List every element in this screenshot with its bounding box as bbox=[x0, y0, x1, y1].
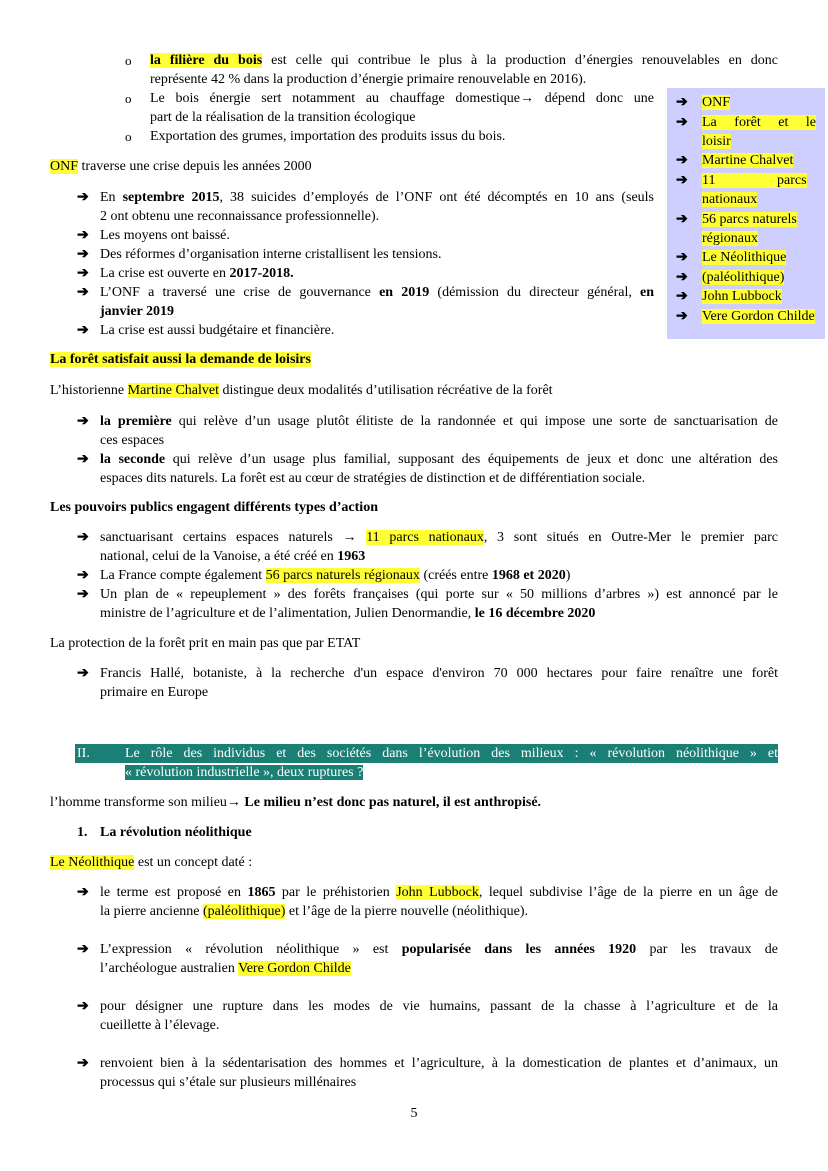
sidebar-item bbox=[676, 93, 816, 112]
subsection-title: La révolution néolithique bbox=[100, 825, 252, 840]
sidebar-item bbox=[676, 307, 816, 326]
arrow-icon: ➔ bbox=[676, 95, 688, 110]
list-item: Francis Hallé, botaniste, à la recherche d'un espace d'environ 70 000 hectares pour faire renaître une forêt primaire en Europe bbox=[100, 666, 778, 700]
arrow-icon: ➔ bbox=[77, 247, 89, 262]
arrow-icon: ➔ bbox=[77, 999, 89, 1014]
page-number: 5 bbox=[410, 1106, 418, 1121]
list-item: la première qui relève d’un usage plutôt élitiste de la randonnée et qui impose une sorte de sanctuarisation de ces espaces bbox=[100, 414, 778, 448]
arrow-icon: ➔ bbox=[77, 190, 89, 205]
section-heading: Les pouvoirs publics engagent différents types d’action bbox=[50, 500, 378, 515]
section-title: Le rôle des individus et des sociétés dans l’évolution des milieux : « révolution néolithique » et bbox=[125, 746, 778, 761]
arrow-icon: ➔ bbox=[77, 885, 89, 900]
highlight: Le Néolithique bbox=[50, 855, 135, 870]
list-item: le terme est proposé en 1865 par le préhistorien John Lubbock, lequel subdivise l’âge de la pierre en un âge de la pierre ancienne (paléolithique) et l’âge de la pierre nouvelle (néolithique). bbox=[100, 885, 779, 919]
list-item: La crise est ouverte en 2017-2018. bbox=[100, 266, 294, 281]
arrow-icon: ➔ bbox=[77, 285, 89, 300]
sidebar-item bbox=[676, 113, 816, 151]
arrow-icon: ➔ bbox=[676, 309, 688, 324]
arrow-icon: ➔ bbox=[77, 452, 89, 467]
text: est celle qui contribue le plus à la production d’énergies renouvelables en donc bbox=[262, 53, 778, 68]
sidebar-item bbox=[676, 171, 816, 209]
list-item: Exportation des grumes, importation des produits issus du bois. bbox=[150, 129, 506, 144]
sidebar-item-label: (paléolithique) bbox=[702, 270, 785, 285]
paragraph: Le Néolithique est un concept daté : bbox=[50, 855, 253, 870]
section-title-line2: « révolution industrielle », deux ruptures ? bbox=[125, 765, 364, 780]
arrow-icon: ➔ bbox=[77, 568, 89, 583]
sidebar-item bbox=[676, 287, 816, 306]
text: représente 42 % dans la production d’énergie primaire renouvelable en 2016). bbox=[150, 72, 587, 87]
paragraph bbox=[50, 157, 312, 176]
highlight: 11 parcs nationaux bbox=[366, 530, 484, 545]
list-item: pour désigner une rupture dans les modes de vie humains, passant de la chasse à l’agriculture et de la cueillette à l’élevage. bbox=[100, 999, 778, 1033]
arrow-icon: → bbox=[226, 795, 241, 810]
highlight: la filière du bois bbox=[150, 53, 263, 68]
section-number: II. bbox=[77, 746, 90, 761]
list-item: sanctuarisant certains espaces naturels → 11 parcs nationaux, 3 sont situés en Outre-Mer le premier parc national, celui de la Vanoise, a été créé en 1963 bbox=[100, 530, 778, 564]
arrow-icon: ➔ bbox=[676, 115, 688, 130]
list-item: En septembre 2015, 38 suicides d’employés de l’ONF ont été décomptés en 10 ans (seuls 2 ont obtenu une reconnaissance professionnelle). bbox=[100, 190, 655, 224]
list-item bbox=[150, 89, 654, 127]
arrow-icon: ➔ bbox=[77, 587, 89, 602]
arrow-icon: ➔ bbox=[77, 942, 89, 957]
sidebar-item-label: Martine Chalvet bbox=[702, 153, 794, 168]
highlight: John Lubbock bbox=[396, 885, 479, 900]
sidebar-item-label: 56 parcs naturels régionaux bbox=[702, 212, 797, 246]
text: traverse une crise depuis les années 2000 bbox=[78, 159, 312, 174]
arrow-icon: ➔ bbox=[676, 289, 688, 304]
highlight: 56 parcs naturels régionaux bbox=[265, 568, 420, 583]
subsection-number: 1. bbox=[77, 825, 88, 840]
circle-bullet: o bbox=[125, 129, 132, 144]
highlight: ONF bbox=[50, 159, 79, 174]
sidebar-item-label: 11 parcs nationaux bbox=[702, 173, 807, 207]
arrow-icon: → bbox=[342, 530, 357, 545]
arrow-icon: ➔ bbox=[77, 414, 89, 429]
sidebar-item-label: John Lubbock bbox=[702, 289, 782, 304]
arrow-icon: ➔ bbox=[676, 153, 688, 168]
sidebar-item-label: Le Néolithique bbox=[702, 250, 787, 265]
arrow-icon: ➔ bbox=[676, 173, 688, 188]
sidebar-item bbox=[676, 248, 816, 267]
list-item: Un plan de « repeuplement » des forêts françaises (qui porte sur « 50 millions d’arbres ») est annoncé par le ministre de l’agriculture et de l’alimentation, Julien Denormandie, le 16 décembre 2020 bbox=[100, 587, 778, 621]
arrow-icon: ➔ bbox=[77, 323, 89, 338]
arrow-icon: ➔ bbox=[676, 250, 688, 265]
arrow-icon: ➔ bbox=[77, 1056, 89, 1071]
arrow-icon: ➔ bbox=[77, 530, 89, 545]
highlight: (paléolithique) bbox=[203, 904, 286, 919]
text: part de la réalisation de la transition écologique bbox=[150, 110, 416, 125]
text: dépend donc une bbox=[533, 91, 655, 106]
list-item: renvoient bien à la sédentarisation des hommes et l’agriculture, à la domestication de plantes et d’animaux, un processus qui s’étale sur plusieurs millénaires bbox=[100, 1056, 778, 1090]
highlight: Vere Gordon Childe bbox=[238, 961, 351, 976]
circle-bullet: o bbox=[125, 91, 132, 106]
section-heading: La forêt satisfait aussi la demande de loisirs bbox=[50, 352, 311, 367]
list-item: L’ONF a traversé une crise de gouvernance en 2019 (démission du directeur général, en janvier 2019 bbox=[100, 285, 655, 319]
text: Le bois énergie sert notamment au chauffage domestique bbox=[150, 91, 520, 106]
list-item: L’expression « révolution néolithique » est popularisée dans les années 1920 par les travaux de l’archéologue australien Vere Gordon Childe bbox=[100, 942, 779, 976]
sidebar-item-label: ONF bbox=[702, 95, 731, 110]
list-item: la seconde qui relève d’un usage plus familial, supposant des équipements de jeux et donc une altération des espaces dits naturels. La forêt est au cœur de stratégies de distinction et de différentiation sociale. bbox=[100, 452, 778, 486]
arrow-icon: ➔ bbox=[77, 228, 89, 243]
list-item: Des réformes d’organisation interne cristallisent les tensions. bbox=[100, 247, 442, 262]
arrow-icon: ➔ bbox=[77, 666, 89, 681]
paragraph: La protection de la forêt prit en main pas que par ETAT bbox=[50, 636, 361, 651]
arrow-icon: ➔ bbox=[77, 266, 89, 281]
sidebar-item bbox=[676, 210, 816, 248]
arrow-icon: ➔ bbox=[676, 212, 688, 227]
sidebar-item-label: Vere Gordon Childe bbox=[702, 309, 815, 324]
sidebar-item-label: La forêt et le loisir bbox=[702, 115, 816, 149]
list-item: La France compte également 56 parcs naturels régionaux (créés entre 1968 et 2020) bbox=[100, 568, 571, 583]
paragraph: l’homme transforme son milieu→ Le milieu n’est donc pas naturel, il est anthropisé. bbox=[50, 795, 542, 810]
sidebar-item bbox=[676, 268, 816, 287]
paragraph: L’historienne Martine Chalvet distingue deux modalités d’utilisation récréative de la forêt bbox=[50, 383, 553, 398]
list-item: La crise est aussi budgétaire et financière. bbox=[100, 323, 335, 338]
summary-sidebar bbox=[667, 88, 825, 339]
list-item bbox=[150, 51, 778, 89]
list-item: Les moyens ont baissé. bbox=[100, 228, 230, 243]
highlight: Martine Chalvet bbox=[127, 383, 220, 398]
sidebar-item bbox=[676, 151, 816, 170]
arrow-icon: → bbox=[519, 91, 534, 106]
arrow-icon: ➔ bbox=[676, 270, 688, 285]
circle-bullet: o bbox=[125, 53, 132, 68]
